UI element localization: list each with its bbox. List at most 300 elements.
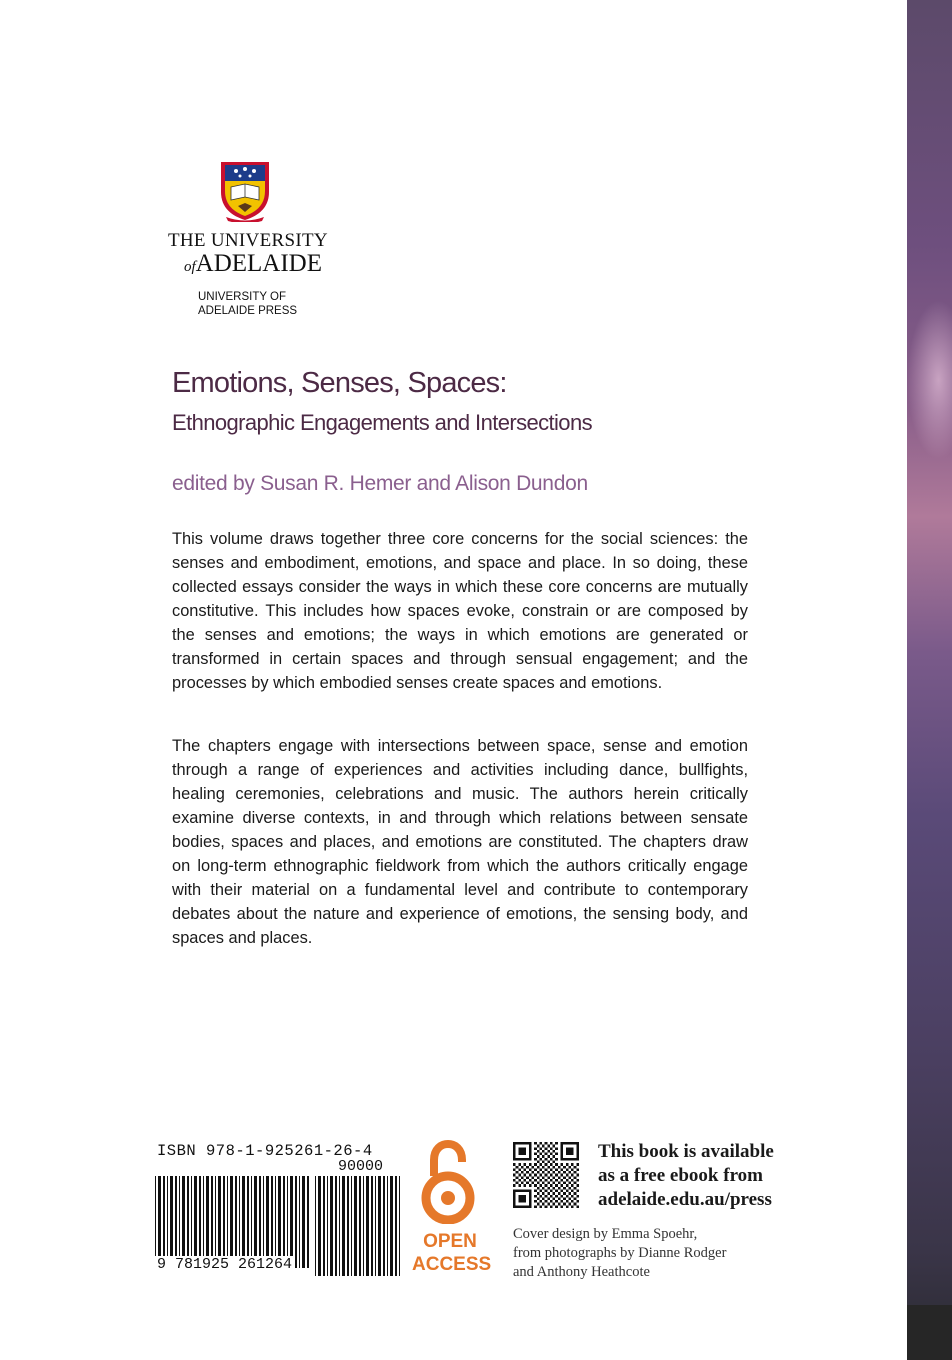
qr-module bbox=[576, 1184, 579, 1187]
qr-module bbox=[571, 1195, 574, 1198]
qr-module bbox=[568, 1203, 571, 1206]
barcode-main-bar bbox=[242, 1176, 245, 1268]
qr-module bbox=[574, 1182, 577, 1185]
qr-module bbox=[555, 1195, 558, 1198]
qr-module bbox=[550, 1163, 553, 1166]
qr-module bbox=[531, 1182, 534, 1185]
barcode-main-bar bbox=[179, 1176, 180, 1268]
qr-module bbox=[576, 1174, 579, 1177]
qr-module bbox=[550, 1174, 553, 1177]
qr-module bbox=[518, 1174, 521, 1177]
university-name-adelaide: ADELAIDE bbox=[195, 250, 322, 277]
barcode-main-bar bbox=[251, 1176, 252, 1268]
qr-module bbox=[561, 1168, 564, 1171]
qr-module bbox=[550, 1200, 553, 1203]
barcode-addon-number: 90000 bbox=[338, 1158, 384, 1175]
barcode-main-bar bbox=[299, 1176, 300, 1268]
barcode-main-bar bbox=[175, 1176, 177, 1268]
qr-module bbox=[524, 1184, 527, 1187]
qr-module bbox=[550, 1142, 553, 1145]
qr-module bbox=[534, 1147, 537, 1150]
barcode-main-bar bbox=[290, 1176, 293, 1268]
qr-module bbox=[547, 1182, 550, 1185]
qr-module bbox=[542, 1171, 545, 1174]
qr-module bbox=[558, 1192, 561, 1195]
free-ebook-line2: as a free ebook from bbox=[598, 1165, 763, 1186]
barcode-addon-bar bbox=[351, 1176, 352, 1276]
qr-module bbox=[531, 1166, 534, 1169]
qr-module bbox=[537, 1203, 540, 1206]
qr-module bbox=[574, 1166, 577, 1169]
qr-module bbox=[521, 1182, 524, 1185]
book-subtitle: Ethnographic Engagements and Intersections bbox=[172, 410, 592, 435]
qr-module bbox=[534, 1190, 537, 1193]
qr-module bbox=[558, 1187, 561, 1190]
qr-module bbox=[539, 1200, 542, 1203]
qr-module bbox=[555, 1205, 558, 1208]
barcode-main-bar bbox=[191, 1176, 192, 1268]
qr-module bbox=[568, 1192, 571, 1195]
barcode-main-bar bbox=[206, 1176, 209, 1268]
qr-module bbox=[542, 1176, 545, 1179]
barcode-addon-bar bbox=[339, 1176, 340, 1276]
qr-module bbox=[542, 1145, 545, 1148]
qr-module bbox=[550, 1153, 553, 1156]
barcode-main-bar bbox=[259, 1176, 261, 1268]
qr-module bbox=[553, 1203, 556, 1206]
qr-module bbox=[566, 1163, 569, 1166]
open-access-lock-icon bbox=[420, 1140, 476, 1224]
qr-module bbox=[555, 1190, 558, 1193]
qr-module bbox=[555, 1147, 558, 1150]
qr-module bbox=[563, 1171, 566, 1174]
qr-module bbox=[561, 1190, 564, 1193]
qr-module bbox=[550, 1168, 553, 1171]
barcode-main-bar bbox=[194, 1176, 197, 1268]
qr-module bbox=[550, 1190, 553, 1193]
qr-module bbox=[547, 1155, 550, 1158]
qr-module bbox=[547, 1145, 550, 1148]
qr-module bbox=[547, 1171, 550, 1174]
qr-module bbox=[534, 1174, 537, 1177]
qr-module bbox=[563, 1192, 566, 1195]
qr-module bbox=[537, 1187, 540, 1190]
qr-code-icon[interactable] bbox=[513, 1142, 579, 1208]
qr-module bbox=[571, 1168, 574, 1171]
qr-module bbox=[516, 1171, 519, 1174]
qr-module bbox=[547, 1150, 550, 1153]
qr-module bbox=[531, 1171, 534, 1174]
qr-module bbox=[566, 1190, 569, 1193]
barcode-main-bar bbox=[278, 1176, 281, 1268]
qr-module bbox=[534, 1153, 537, 1156]
isbn-label: ISBN 978-1-925261-26-4 bbox=[157, 1142, 373, 1160]
free-ebook-line1: This book is available bbox=[598, 1141, 774, 1162]
qr-module bbox=[513, 1168, 516, 1171]
qr-module bbox=[531, 1176, 534, 1179]
blurb-paragraph-1: This volume draws together three core concerns for the social sciences: the senses and embodiment, emotions, and space and place. In so doing, these collected essays consider the ways in which these core concerns are mutually constitutive. This includes how spaces evoke, constrain or are composed by the senses and emotions; the ways in which emotions are generated or transformed in certain spaces and through sensual engagement; and the processes by which embodied senses create spaces and emotions. bbox=[172, 530, 748, 692]
qr-module bbox=[553, 1150, 556, 1153]
barcode-main-bar bbox=[230, 1176, 233, 1268]
qr-module bbox=[555, 1174, 558, 1177]
qr-module bbox=[574, 1187, 577, 1190]
barcode-addon-bar bbox=[363, 1176, 364, 1276]
qr-module bbox=[576, 1179, 579, 1182]
barcode-main-bar bbox=[211, 1176, 213, 1268]
qr-module bbox=[558, 1171, 561, 1174]
qr-module bbox=[555, 1153, 558, 1156]
qr-module bbox=[571, 1163, 574, 1166]
barcode-main-bar bbox=[167, 1176, 168, 1268]
qr-module bbox=[566, 1205, 569, 1208]
barcode-main-bar bbox=[295, 1176, 297, 1268]
qr-module bbox=[534, 1205, 537, 1208]
qr-module bbox=[539, 1158, 542, 1161]
qr-module bbox=[545, 1174, 548, 1177]
barcode-addon-bar bbox=[387, 1176, 388, 1276]
qr-module bbox=[542, 1155, 545, 1158]
qr-module bbox=[513, 1179, 516, 1182]
barcode-main-bar bbox=[266, 1176, 269, 1268]
open-access-text bbox=[412, 1230, 492, 1276]
qr-module bbox=[558, 1176, 561, 1179]
qr-module bbox=[534, 1163, 537, 1166]
qr-module bbox=[545, 1158, 548, 1161]
press-name-line1: UNIVERSITY OF bbox=[198, 291, 286, 303]
qr-module bbox=[561, 1163, 564, 1166]
qr-module bbox=[547, 1192, 550, 1195]
ean-digits: 9 781925 261264 bbox=[157, 1256, 293, 1273]
barcode-main-bar bbox=[223, 1176, 225, 1268]
barcode-main-bar bbox=[155, 1176, 156, 1268]
qr-module bbox=[555, 1158, 558, 1161]
qr-module bbox=[542, 1187, 545, 1190]
qr-module bbox=[521, 1166, 524, 1169]
qr-module bbox=[524, 1179, 527, 1182]
qr-module bbox=[547, 1203, 550, 1206]
barcode-main-bar bbox=[283, 1176, 285, 1268]
credits-line2: from photographs by Dianne Rodger bbox=[513, 1245, 727, 1261]
qr-module bbox=[566, 1174, 569, 1177]
barcode-main-bar bbox=[203, 1176, 204, 1268]
qr-module bbox=[534, 1179, 537, 1182]
university-name-line2 bbox=[168, 250, 322, 278]
qr-module bbox=[553, 1160, 556, 1163]
qr-module bbox=[547, 1197, 550, 1200]
qr-module bbox=[539, 1147, 542, 1150]
qr-module bbox=[566, 1200, 569, 1203]
qr-module bbox=[550, 1158, 553, 1161]
qr-module bbox=[534, 1158, 537, 1161]
qr-module bbox=[576, 1200, 579, 1203]
qr-module bbox=[547, 1176, 550, 1179]
qr-module bbox=[571, 1179, 574, 1182]
open-access-logo bbox=[412, 1140, 492, 1280]
qr-module bbox=[534, 1195, 537, 1198]
open-access-line2: ACCESS bbox=[412, 1254, 492, 1275]
qr-module bbox=[537, 1166, 540, 1169]
university-name-of: of bbox=[183, 259, 196, 275]
spine-bottom bbox=[907, 1305, 952, 1360]
qr-module bbox=[566, 1147, 574, 1155]
barcode-addon-bar bbox=[327, 1176, 328, 1276]
barcode-main-bar bbox=[187, 1176, 189, 1268]
qr-module bbox=[534, 1142, 537, 1145]
barcode-main-bar bbox=[182, 1176, 185, 1268]
barcode-addon-bar bbox=[359, 1176, 361, 1276]
qr-module bbox=[566, 1184, 569, 1187]
qr-module bbox=[563, 1176, 566, 1179]
barcode-main-bar bbox=[307, 1176, 309, 1268]
qr-module bbox=[547, 1187, 550, 1190]
qr-module bbox=[539, 1168, 542, 1171]
qr-module bbox=[529, 1174, 532, 1177]
credits-line3: and Anthony Heathcote bbox=[513, 1264, 650, 1280]
qr-module bbox=[561, 1200, 564, 1203]
qr-module bbox=[542, 1203, 545, 1206]
qr-module bbox=[526, 1182, 529, 1185]
qr-module bbox=[542, 1166, 545, 1169]
qr-module bbox=[513, 1174, 516, 1177]
qr-module bbox=[558, 1182, 561, 1185]
barcode-main-bar bbox=[218, 1176, 221, 1268]
qr-module bbox=[576, 1205, 579, 1208]
barcode-main-bars bbox=[155, 1176, 310, 1268]
qr-module bbox=[542, 1150, 545, 1153]
qr-module bbox=[513, 1184, 516, 1187]
barcode-main-bar bbox=[158, 1176, 161, 1268]
qr-module bbox=[574, 1171, 577, 1174]
qr-module bbox=[545, 1163, 548, 1166]
qr-module bbox=[550, 1179, 553, 1182]
barcode-addon-bar bbox=[378, 1176, 381, 1276]
qr-module bbox=[537, 1182, 540, 1185]
qr-module bbox=[547, 1160, 550, 1163]
qr-module bbox=[547, 1166, 550, 1169]
qr-module bbox=[545, 1179, 548, 1182]
qr-module bbox=[553, 1187, 556, 1190]
barcode-main-bar bbox=[287, 1176, 288, 1268]
barcode-main-bar bbox=[247, 1176, 249, 1268]
qr-module bbox=[561, 1179, 564, 1182]
qr-module bbox=[516, 1176, 519, 1179]
barcode-main-bar bbox=[227, 1176, 228, 1268]
qr-module bbox=[571, 1174, 574, 1177]
qr-module bbox=[576, 1163, 579, 1166]
qr-module bbox=[524, 1168, 527, 1171]
qr-module bbox=[571, 1190, 574, 1193]
qr-module bbox=[566, 1179, 569, 1182]
barcode-addon-bar bbox=[366, 1176, 369, 1276]
qr-module bbox=[524, 1163, 527, 1166]
qr-module bbox=[553, 1197, 556, 1200]
qr-module bbox=[574, 1203, 577, 1206]
barcode-addon-bar bbox=[375, 1176, 376, 1276]
qr-module bbox=[561, 1195, 564, 1198]
qr-module bbox=[539, 1163, 542, 1166]
open-access-line1: OPEN bbox=[423, 1231, 477, 1252]
free-ebook-link[interactable]: adelaide.edu.au/press bbox=[598, 1189, 772, 1210]
qr-module bbox=[555, 1142, 558, 1145]
qr-module bbox=[539, 1184, 542, 1187]
barcode-addon-bar bbox=[335, 1176, 337, 1276]
qr-module bbox=[553, 1166, 556, 1169]
press-name bbox=[198, 290, 328, 318]
qr-module bbox=[537, 1145, 540, 1148]
qr-module bbox=[542, 1192, 545, 1195]
qr-module bbox=[555, 1184, 558, 1187]
qr-module bbox=[558, 1203, 561, 1206]
qr-module bbox=[574, 1197, 577, 1200]
qr-module bbox=[516, 1182, 519, 1185]
qr-module bbox=[566, 1195, 569, 1198]
barcode-main-bar bbox=[199, 1176, 201, 1268]
qr-module bbox=[558, 1197, 561, 1200]
barcode-addon-bar bbox=[390, 1176, 393, 1276]
barcode-addon-bar bbox=[342, 1176, 345, 1276]
barcode-main-bar bbox=[170, 1176, 173, 1268]
qr-module bbox=[537, 1197, 540, 1200]
qr-module bbox=[553, 1192, 556, 1195]
university-crest-icon bbox=[218, 160, 272, 222]
qr-module bbox=[568, 1176, 571, 1179]
qr-module bbox=[539, 1195, 542, 1198]
qr-module bbox=[537, 1171, 540, 1174]
qr-module bbox=[571, 1205, 574, 1208]
qr-module bbox=[516, 1166, 519, 1169]
qr-module bbox=[524, 1174, 527, 1177]
qr-module bbox=[518, 1168, 521, 1171]
qr-module bbox=[553, 1171, 556, 1174]
qr-module bbox=[537, 1155, 540, 1158]
free-ebook-notice bbox=[598, 1140, 838, 1212]
qr-module bbox=[574, 1192, 577, 1195]
qr-module bbox=[542, 1160, 545, 1163]
barcode-addon-bar bbox=[347, 1176, 349, 1276]
barcode-addon-bar bbox=[315, 1176, 316, 1276]
qr-module bbox=[537, 1192, 540, 1195]
qr-module bbox=[553, 1176, 556, 1179]
barcode-main-bar bbox=[254, 1176, 257, 1268]
qr-module bbox=[550, 1147, 553, 1150]
qr-module bbox=[555, 1168, 558, 1171]
qr-module bbox=[568, 1187, 571, 1190]
qr-module bbox=[534, 1168, 537, 1171]
qr-module bbox=[529, 1168, 532, 1171]
qr-module bbox=[518, 1184, 521, 1187]
qr-module bbox=[537, 1160, 540, 1163]
barcode-main-bar bbox=[302, 1176, 305, 1268]
qr-module bbox=[542, 1197, 545, 1200]
qr-module bbox=[521, 1176, 524, 1179]
qr-module bbox=[539, 1179, 542, 1182]
qr-module bbox=[550, 1184, 553, 1187]
qr-module bbox=[568, 1182, 571, 1185]
qr-module bbox=[550, 1195, 553, 1198]
qr-module bbox=[526, 1171, 529, 1174]
qr-module bbox=[545, 1195, 548, 1198]
qr-module bbox=[576, 1195, 579, 1198]
qr-module bbox=[545, 1200, 548, 1203]
qr-module bbox=[561, 1174, 564, 1177]
qr-module bbox=[545, 1184, 548, 1187]
barcode-addon-bar bbox=[371, 1176, 373, 1276]
qr-module bbox=[545, 1142, 548, 1145]
barcode-main-bar bbox=[215, 1176, 216, 1268]
barcode-addon-bar bbox=[354, 1176, 357, 1276]
qr-module bbox=[534, 1184, 537, 1187]
qr-module bbox=[542, 1182, 545, 1185]
qr-module bbox=[526, 1166, 529, 1169]
spine-glow bbox=[907, 300, 952, 460]
qr-module bbox=[571, 1200, 574, 1203]
qr-module bbox=[529, 1184, 532, 1187]
university-name-line1: THE UNIVERSITY bbox=[168, 230, 328, 251]
barcode-addon-bar bbox=[399, 1176, 400, 1276]
barcode-addon-bar bbox=[323, 1176, 325, 1276]
qr-module bbox=[561, 1205, 564, 1208]
qr-module bbox=[513, 1163, 516, 1166]
qr-module bbox=[539, 1142, 542, 1145]
qr-module bbox=[550, 1205, 553, 1208]
barcode-main-bar bbox=[163, 1176, 165, 1268]
qr-module bbox=[529, 1179, 532, 1182]
qr-module bbox=[518, 1147, 526, 1155]
qr-module bbox=[539, 1190, 542, 1193]
barcode-main-bar bbox=[271, 1176, 273, 1268]
qr-module bbox=[574, 1176, 577, 1179]
credits-line1: Cover design by Emma Spoehr, bbox=[513, 1226, 698, 1242]
press-name-line2: ADELAIDE PRESS bbox=[198, 305, 298, 317]
qr-module bbox=[568, 1171, 571, 1174]
qr-module bbox=[553, 1145, 556, 1148]
qr-module bbox=[563, 1197, 566, 1200]
qr-module bbox=[545, 1147, 548, 1150]
qr-module bbox=[576, 1190, 579, 1193]
qr-module bbox=[553, 1155, 556, 1158]
qr-module bbox=[555, 1200, 558, 1203]
qr-module bbox=[558, 1166, 561, 1169]
qr-module bbox=[529, 1163, 532, 1166]
barcode-addon-bar bbox=[383, 1176, 385, 1276]
qr-module bbox=[526, 1176, 529, 1179]
blurb-paragraph-2: The chapters engage with intersections between space, sense and emotion through a range of experiences and activities including dance, bullfights, healing ceremonies, celebrations and music. The authors herein critically examine diverse contexts, in and through which relations between sensate bodies, spaces and places, and emotions are constituted. The chapters draw on long-term ethnographic fieldwork from which the authors critically engage with their material on a fundamental level and contribute to contemporary debates about the nature and experience of emotions, the sensing body, and spaces and places. bbox=[172, 737, 748, 947]
qr-module bbox=[539, 1174, 542, 1177]
barcode-addon-bars bbox=[315, 1176, 401, 1276]
qr-module bbox=[553, 1182, 556, 1185]
barcode-addon-bar bbox=[318, 1176, 321, 1276]
barcode-main-bar bbox=[239, 1176, 240, 1268]
spine-image bbox=[907, 0, 952, 1360]
book-editors: edited by Susan R. Hemer and Alison Dundon bbox=[172, 472, 588, 495]
qr-module bbox=[539, 1153, 542, 1156]
barcode-addon-bar bbox=[330, 1176, 333, 1276]
qr-module bbox=[537, 1176, 540, 1179]
qr-module bbox=[518, 1163, 521, 1166]
qr-module bbox=[563, 1203, 566, 1206]
qr-module bbox=[571, 1184, 574, 1187]
barcode-addon-bar bbox=[395, 1176, 397, 1276]
qr-module bbox=[563, 1187, 566, 1190]
qr-module bbox=[545, 1205, 548, 1208]
qr-module bbox=[545, 1168, 548, 1171]
qr-module bbox=[537, 1150, 540, 1153]
qr-module bbox=[566, 1168, 569, 1171]
barcode-main-bar bbox=[263, 1176, 264, 1268]
qr-module bbox=[518, 1179, 521, 1182]
qr-module bbox=[561, 1184, 564, 1187]
qr-module bbox=[539, 1205, 542, 1208]
